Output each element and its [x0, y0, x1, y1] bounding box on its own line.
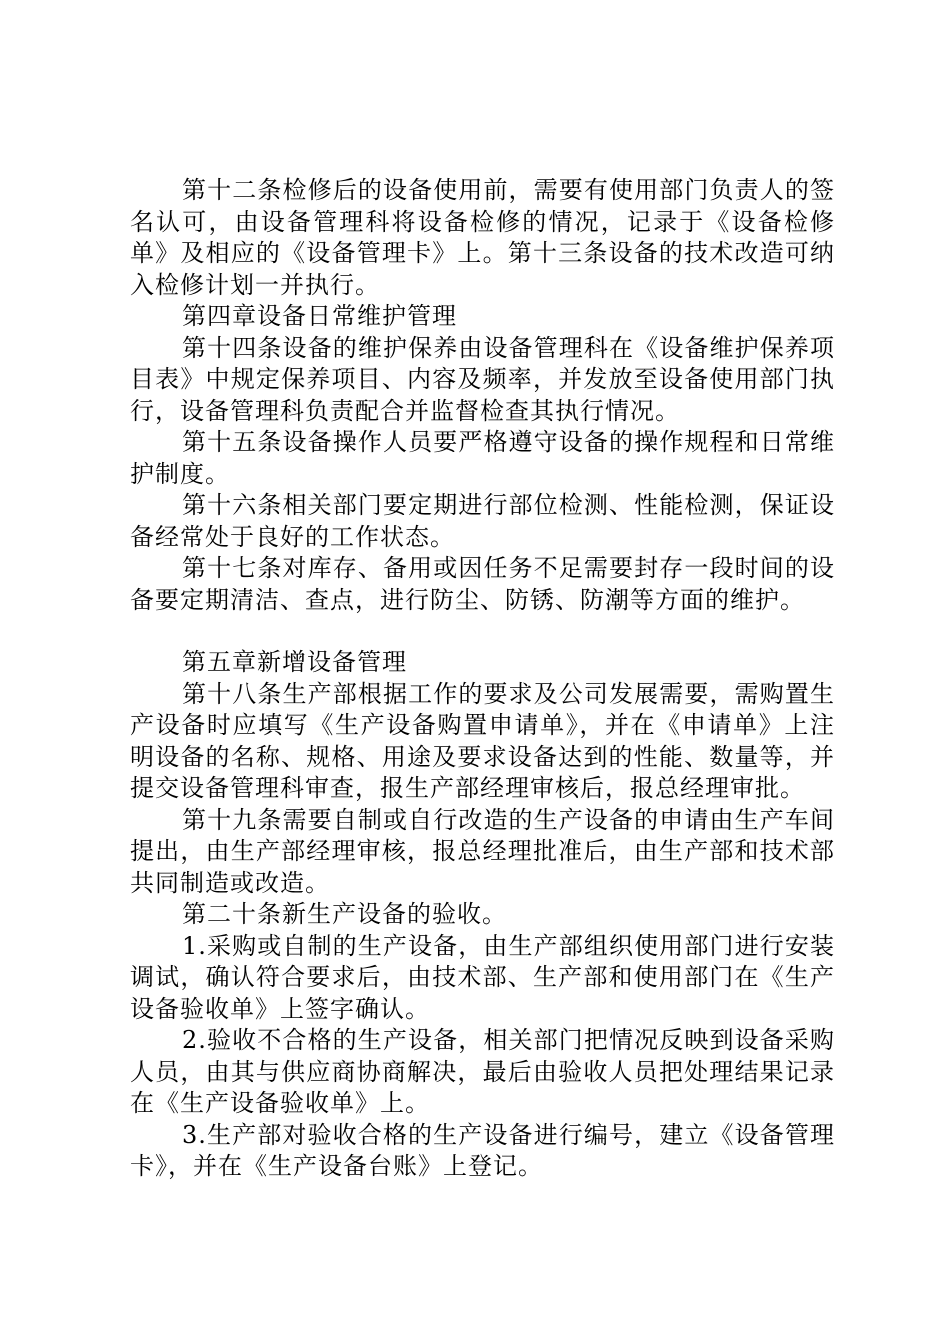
chapter-heading-4: 第四章设备日常维护管理	[182, 302, 457, 330]
paragraph-article-18: 第十八条生产部根据工作的要求及公司发展需要，需购置生产设备时应填写《生产设备购置申请单》，并在《申请单》上注明设备的名称、规格、用途及要求设备达到的性能、数量等，并提交设备管理科审查，报生产部经理审核后，报总经理审批。	[130, 679, 835, 802]
paragraph-article-16: 第十六条相关部门要定期进行部位检测、性能检测，保证设备经常处于良好的工作状态。	[130, 491, 835, 551]
paragraph-article-12-13: 第十二条检修后的设备使用前，需要有使用部门负责人的签名认可，由设备管理科将设备检修的情况，记录于《设备检修单》及相应的《设备管理卡》上。第十三条设备的技术改造可纳入检修计划一并执行。	[130, 176, 835, 299]
chapter-heading-5: 第五章新增设备管理	[182, 648, 407, 676]
paragraph-article-19: 第十九条需要自制或自行改造的生产设备的申请由生产车间提出，由生产部经理审核，报总经理批准后，由生产部和技术部共同制造或改造。	[130, 805, 835, 897]
paragraph-article-15: 第十五条设备操作人员要严格遵守设备的操作规程和日常维护制度。	[130, 428, 835, 488]
list-item-2: 2.验收不合格的生产设备，相关部门把情况反映到设备采购人员，由其与供应商协商解决，最后由验收人员把处理结果记录在《生产设备验收单》上。	[130, 1026, 835, 1117]
list-item-1: 1.采购或自制的生产设备，由生产部组织使用部门进行安装调试，确认符合要求后，由技术部、生产部和使用部门在《生产设备验收单》上签字确认。	[130, 931, 835, 1023]
document-body	[130, 175, 835, 1183]
list-item-3: 3.生产部对验收合格的生产设备进行编号，建立《设备管理卡》，并在《生产设备台账》上登记。	[130, 1120, 835, 1180]
paragraph-article-14: 第十四条设备的维护保养由设备管理科在《设备维护保养项目表》中规定保养项目、内容及频率，并发放至设备使用部门执行，设备管理科负责配合并监督检查其执行情况。	[130, 333, 835, 425]
paragraph-article-17: 第十七条对库存、备用或因任务不足需要封存一段时间的设备要定期清洁、查点，进行防尘、防锈、防潮等方面的维护。	[130, 554, 835, 614]
paragraph-article-20: 第二十条新生产设备的验收。	[182, 900, 507, 928]
